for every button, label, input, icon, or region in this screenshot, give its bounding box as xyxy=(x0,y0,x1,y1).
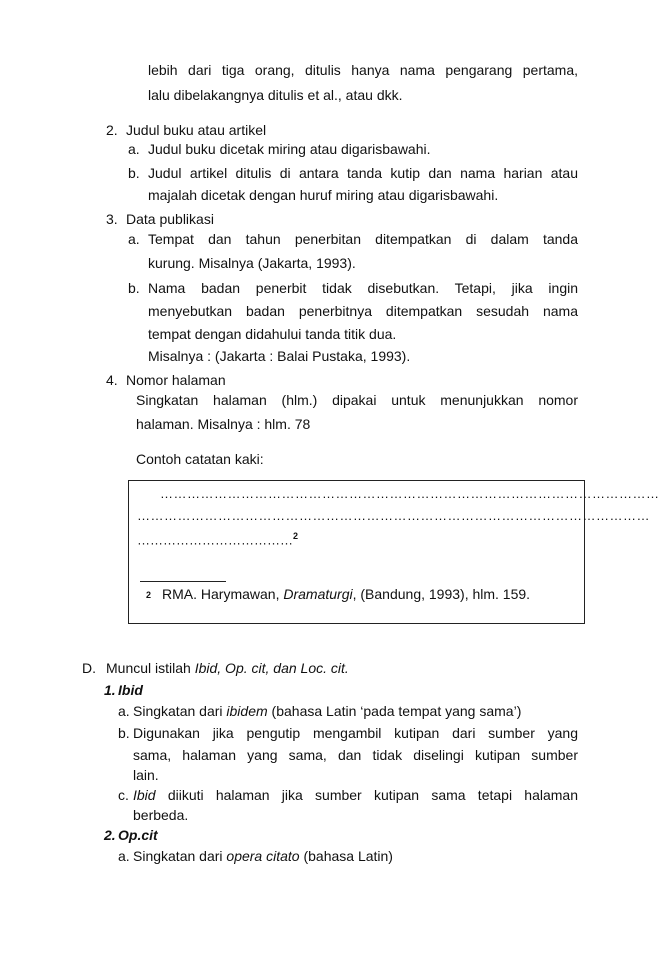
item-4-title: Nomor halaman xyxy=(126,372,226,388)
item-2-number: 2. xyxy=(106,122,118,138)
item-3b-line-2: menyebutkan badan penerbitnya ditempatkan sesudah nama xyxy=(148,303,578,319)
continuation-line-1: lebih dari tiga orang, ditulis hanya nama pengarang pertama, xyxy=(148,62,578,78)
opcit-a-marker: a. xyxy=(118,848,130,864)
item-2b-line-1: Judul artikel ditulis di antara tanda kutip dan nama harian atau xyxy=(148,165,578,181)
subsection-2-title: Op.cit xyxy=(118,827,158,843)
ibid-b-line-3: lain. xyxy=(133,767,159,783)
ibid-c-line-1 xyxy=(133,786,578,804)
item-4-line-1: Singkatan halaman (hlm.) dipakai untuk menunjukkan nomor xyxy=(136,392,578,408)
item-2-title: Judul buku atau artikel xyxy=(126,122,267,138)
opcit-a-post: (bahasa Latin) xyxy=(299,848,393,864)
item-3b-marker: b. xyxy=(128,280,140,296)
ibid-a-text xyxy=(133,702,521,720)
item-3b-line-1: Nama badan penerbit tidak disebutkan. Tetapi, jika ingin xyxy=(148,280,578,296)
section-d-letter: D. xyxy=(82,660,96,676)
ibid-c-marker: c. xyxy=(118,787,129,803)
footnote-text xyxy=(162,585,530,603)
ibid-b-line-2: sama, halaman yang sama, dan tidak diselingi kutipan sumber xyxy=(133,747,578,763)
footnote-rest: , (Bandung, 1993), hlm. 159. xyxy=(352,586,531,602)
footnote-example-label: Contoh catatan kaki: xyxy=(136,451,264,467)
footnote-book-title: Dramaturgi xyxy=(283,586,353,602)
ibid-b-marker: b. xyxy=(118,725,130,741)
ibid-a-post: (bahasa Latin ‘pada tempat yang sama’) xyxy=(267,703,522,719)
item-4-line-2: halaman. Misalnya : hlm. 78 xyxy=(136,416,311,432)
item-2b-marker: b. xyxy=(128,165,140,181)
ibid-b-line-1: Digunakan jika pengutip mengambil kutipan dari sumber yang xyxy=(133,725,578,741)
subsection-2-number: 2. xyxy=(104,827,116,843)
dotted-line-3-wrap xyxy=(137,527,298,549)
ibid-c-line-2: berbeda. xyxy=(133,807,189,823)
dotted-line-1: ………………………………………………………………………………………………… xyxy=(160,486,660,501)
footnote-author: RMA. Harymawan, xyxy=(162,586,280,602)
opcit-a-italic: opera citato xyxy=(226,848,300,864)
item-2b-line-2: majalah dicetak dengan huruf miring atau digarisbawahi. xyxy=(148,187,499,203)
item-3b-line-3: tempat dengan didahului tanda titik dua. xyxy=(148,326,397,342)
section-d-heading-plain: Muncul istilah xyxy=(106,660,195,676)
ibid-a-marker: a. xyxy=(118,703,130,719)
dotted-line-3: ……………………………… xyxy=(137,532,293,548)
item-3b-line-4: Misalnya : (Jakarta : Balai Pustaka, 1993). xyxy=(148,348,411,364)
item-2a-text: Judul buku dicetak miring atau digarisbawahi. xyxy=(148,141,431,157)
dotted-line-2: …………………………………………………………………………………………………… xyxy=(137,508,650,523)
item-3a-marker: a. xyxy=(128,231,140,247)
ibid-c-line-1-rest: diikuti halaman jika sumber kutipan sama tetapi halaman xyxy=(155,787,578,803)
item-4-number: 4. xyxy=(106,372,118,388)
ibid-c-italic: Ibid xyxy=(133,787,156,803)
continuation-line-2: lalu dibelakangnya ditulis et al., atau dkk. xyxy=(148,87,403,103)
footnote-number: 2 xyxy=(146,590,152,600)
item-3a-line-1: Tempat dan tahun penerbitan ditempatkan di dalam tanda xyxy=(148,231,578,247)
footnote-separator-rule xyxy=(140,581,226,582)
item-3a-line-2: kurung. Misalnya (Jakarta, 1993). xyxy=(148,255,356,271)
item-2a-marker: a. xyxy=(128,141,140,157)
ibid-a-pre: Singkatan dari xyxy=(133,703,227,719)
ibid-a-italic: ibidem xyxy=(226,703,268,719)
section-d-heading-italic: Ibid, Op. cit, dan Loc. cit. xyxy=(194,660,349,676)
footnote-reference-mark: 2 xyxy=(293,531,299,541)
subsection-1-number: 1. xyxy=(104,682,116,698)
subsection-1-title: Ibid xyxy=(118,682,143,698)
section-d-heading xyxy=(106,659,349,677)
item-3-title: Data publikasi xyxy=(126,211,214,227)
opcit-a-pre: Singkatan dari xyxy=(133,848,227,864)
opcit-a-text xyxy=(133,847,393,865)
item-3-number: 3. xyxy=(106,211,118,227)
